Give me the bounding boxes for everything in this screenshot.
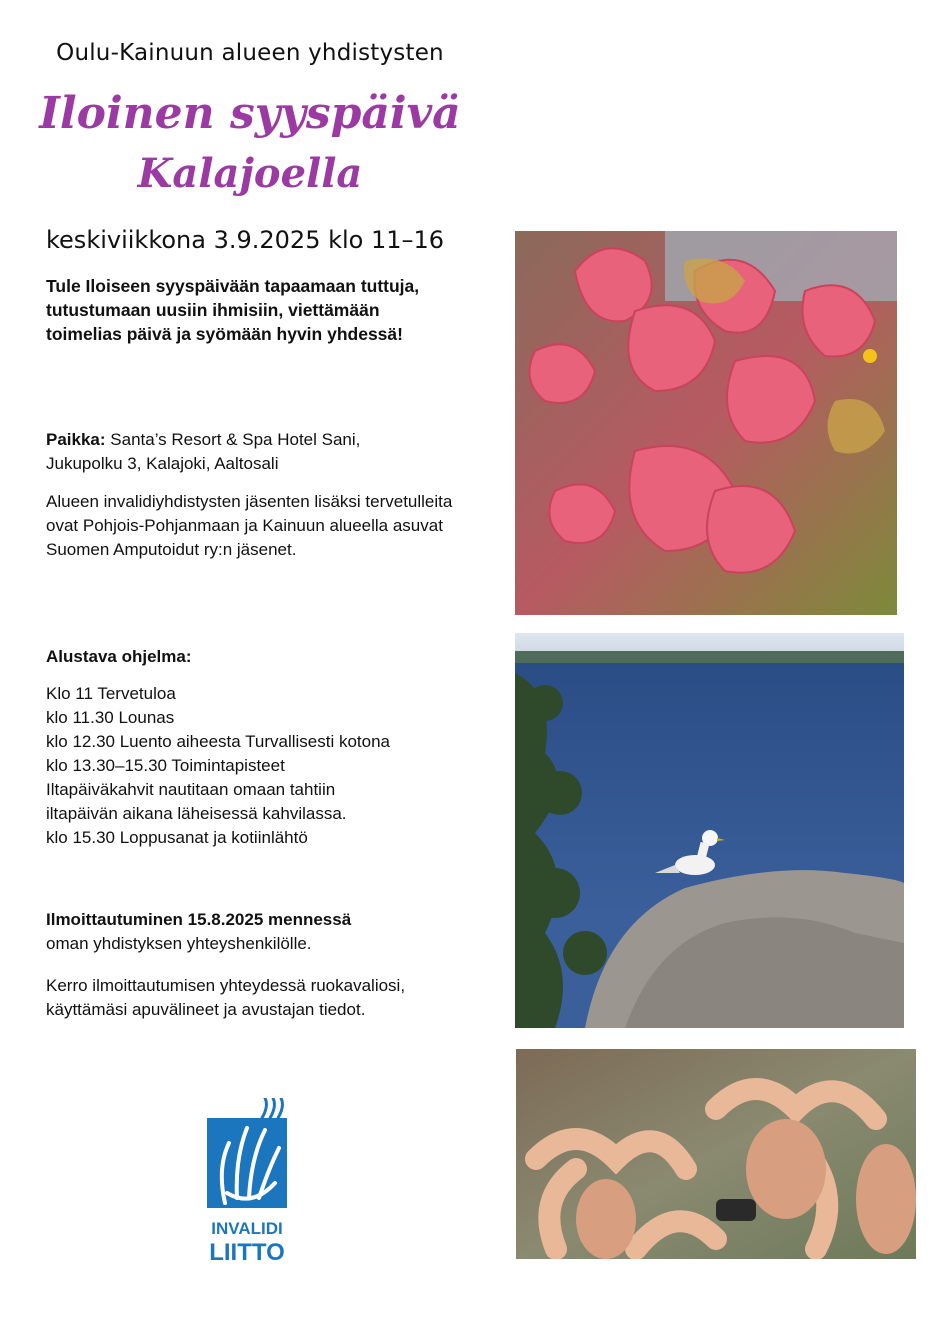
program-item: Klo 11 Tervetuloa	[46, 684, 176, 703]
heart-hands-photo	[516, 1049, 916, 1259]
registration-note: Kerro ilmoittautumisen yhteydessä ruokavaliosi, käyttämäsi apuvälineet ja avustajan tiedot.	[46, 976, 406, 1019]
sea-gull-photo	[515, 633, 904, 1028]
intro-text: Tule Iloiseen syyspäivään tapaamaan tuttuja, tutustumaan uusiin ihmisiin, viettämään toimelias päivä ja syömään hyvin yhdessä!	[46, 276, 420, 344]
program-item: klo 13.30–15.30 Toimintapisteet	[46, 756, 285, 775]
registration-deadline: Ilmoittautuminen 15.8.2025 mennessä	[46, 910, 352, 929]
program-list	[46, 682, 456, 850]
event-title-line1: Iloinen syyspäivä	[39, 88, 461, 139]
invalidiliitto-logo	[207, 1098, 295, 1268]
program-item: Iltapäiväkahvit nautitaan omaan tahtiin	[46, 780, 336, 799]
members-text: Alueen invalidiyhdistysten jäsenten lisäksi tervetulleita ovat Pohjois-Pohjanmaan ja Kainuun alueella asuvat Suomen Amputoidut ry:n jäsenet.	[46, 492, 453, 559]
program-item: klo 12.30 Luento aiheesta Turvallisesti kotona	[46, 732, 391, 751]
program-heading: Alustava ohjelma:	[46, 647, 192, 666]
place-label: Paikka:	[46, 430, 106, 449]
logo-text-line1: INVALIDI	[211, 1219, 283, 1238]
place-line2: Jukupolku 3, Kalajoki, Aaltosali	[46, 454, 279, 473]
place-line1: Santa’s Resort & Spa Hotel Sani,	[105, 430, 361, 449]
place-info	[46, 428, 456, 476]
program-item: iltapäivän aikana läheisessä kahvilassa.	[46, 804, 347, 823]
registration-contact: oman yhdistyksen yhteyshenkilölle.	[46, 934, 312, 953]
event-date: keskiviikkona 3.9.2025 klo 11–16	[46, 226, 445, 254]
org-line: Oulu-Kainuun alueen yhdistysten	[56, 40, 444, 66]
registration-info	[46, 908, 456, 956]
event-title-line2: Kalajoella	[137, 150, 363, 197]
program-item: klo 15.30 Loppusanat ja kotiinlähtö	[46, 828, 308, 847]
autumn-leaves-photo	[515, 231, 897, 615]
logo-text-line2: LIITTO	[209, 1239, 285, 1266]
program-item: klo 11.30 Lounas	[46, 708, 175, 727]
